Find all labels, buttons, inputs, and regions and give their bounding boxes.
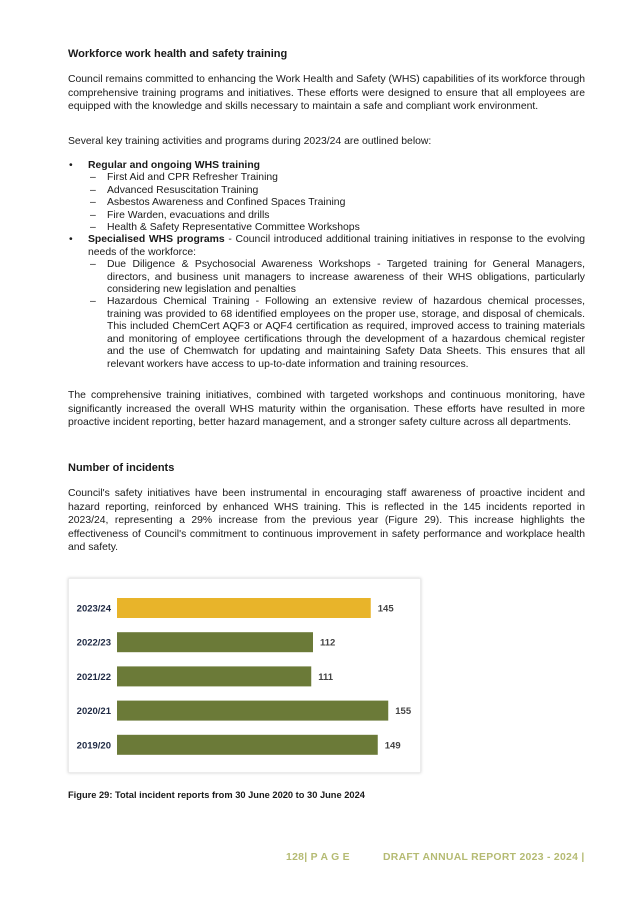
dash-icon: –	[90, 184, 96, 196]
category-label: 2023/24	[76, 603, 111, 615]
dash-icon: –	[90, 296, 96, 308]
bullet-title: Specialised WHS programs	[88, 234, 225, 246]
list-item: – Due Diligence & Psychosocial Awareness Workshops - Targeted training for General Managers, directors, and business unit managers to increase awareness of their WHS obligations, particularly considering new legislation and penalties	[90, 259, 585, 296]
paragraph-whs-intro: Council remains committed to enhancing the Work Health and Safety (WHS) capabilities of its workforce through comprehensive training programs and initiatives. These efforts were designed to ensure that all employees are equipped with the knowledge and skills necessary to maintain a safe and compliant work environment.	[68, 74, 585, 113]
bullet-icon: •	[69, 234, 73, 246]
incident-chart-container	[68, 578, 421, 773]
bar-2023-24	[117, 598, 371, 618]
category-label: 2019/20	[76, 740, 111, 752]
paragraph-incidents: Council's safety initiatives have been instrumental in encouraging staff awareness of proactive incident and hazard reporting, reinforced by enhanced WHS training. This is reflected in the 145 incidents reported in 2023/24, representing a 29% increase from the previous year (Figure 29). This increase highlights the effectiveness of Council's commitment to continuous improvement in safety performance and workplace health and safety.	[68, 488, 585, 554]
category-label: 2022/23	[76, 637, 111, 649]
section-heading-incidents: Number of incidents	[68, 462, 175, 474]
value-label: 112	[320, 637, 336, 649]
list-item: – Asbestos Awareness and Confined Spaces Training	[90, 197, 346, 209]
bullet-text: - Council introduced additional training initiatives in response to the evolving needs of the workforce:	[88, 234, 585, 258]
figure-caption: Figure 29: Total incident reports from 30 June 2020 to 30 June 2024	[68, 790, 365, 800]
bullet-title: Regular and ongoing WHS training	[88, 160, 261, 171]
list-item: – Hazardous Chemical Training - Following an extensive review of hazardous chemical processes, training was provided to 68 identified employees on the proper use, storage, and disposal of chemicals. This included ChemCert AQF3 or AQF4 certification as required, improved access to training materials and monitoring of employee certifications through the development of a hazardous chemical register and the use of Chemwatch for updating and maintaining Safety Data Sheets. This ensures that all relevant workers have access to up-to-date information and training resources.	[90, 296, 585, 370]
section-heading-whs-training: Workforce work health and safety training	[68, 48, 288, 60]
paragraph-key-activities: Several key training activities and programs during 2023/24 are outlined below:	[68, 136, 432, 147]
incident-bar-chart	[69, 579, 420, 772]
category-label: 2021/22	[76, 671, 111, 683]
bullet-regular-training	[68, 160, 585, 234]
training-bullet-list	[68, 160, 585, 371]
bullet-specialised-programs	[68, 234, 585, 370]
value-label: 111	[318, 671, 334, 683]
bar-2020-21	[117, 701, 388, 721]
specialised-programs-sublist	[88, 259, 585, 371]
dash-icon: –	[90, 197, 96, 209]
footer-page-number: 128| P A G E	[286, 852, 350, 863]
bar-2022-23	[117, 632, 313, 652]
bar-2019-20	[117, 735, 378, 755]
dash-icon: –	[90, 172, 96, 184]
regular-training-sublist	[88, 172, 585, 234]
list-item: – First Aid and CPR Refresher Training	[90, 172, 278, 184]
paragraph-training-summary: The comprehensive training initiatives, combined with targeted workshops and continuous monitoring, have significantly increased the overall WHS maturity within the organisation. These efforts have resulted in more proactive incident reporting, better hazard management, and a stronger safety culture across all departments.	[68, 390, 585, 429]
value-label: 145	[377, 603, 394, 615]
list-item: – Fire Warden, evacuations and drills	[90, 209, 270, 221]
list-item: – Health & Safety Representative Committee Workshops	[90, 222, 360, 234]
value-label: 155	[395, 706, 412, 718]
list-item: – Advanced Resuscitation Training	[90, 184, 259, 196]
bar-2021-22	[117, 666, 311, 686]
value-label: 149	[384, 740, 401, 752]
dash-icon: –	[90, 209, 96, 221]
bullet-icon: •	[69, 160, 73, 171]
category-label: 2020/21	[76, 706, 111, 718]
dash-icon: –	[90, 259, 96, 271]
footer-report-title: DRAFT ANNUAL REPORT 2023 - 2024 |	[383, 852, 585, 863]
dash-icon: –	[90, 222, 96, 234]
